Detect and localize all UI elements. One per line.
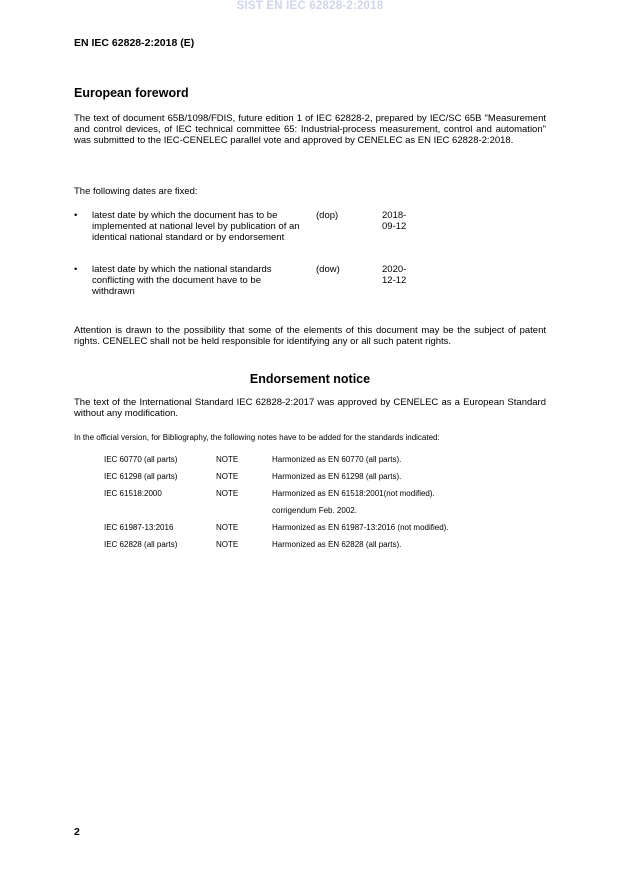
note-text: Harmonized as EN 61518:2001(not modified). — [272, 489, 435, 498]
note-label: NOTE — [216, 455, 239, 464]
note-standard: IEC 61298 (all parts) — [104, 472, 178, 481]
foreword-intro: The text of document 65B/1098/FDIS, future edition 1 of IEC 62828-2, prepared by IEC/SC 65B "Measurement and control devices, of IEC technical committee 65: Industrial-process measurement, control and automation" was submitted to the IEC-CENELEC parallel vote and approved by CENELEC as EN IEC 62828-2:2018. — [74, 113, 546, 146]
dates-intro: The following dates are fixed: — [74, 186, 198, 197]
date-item-date: 2020-12-12 — [382, 264, 407, 286]
bullet-icon: • — [74, 210, 78, 221]
endorsement-title: Endorsement notice — [249, 372, 371, 386]
note-text: Harmonized as EN 62828 (all parts). — [272, 540, 402, 549]
foreword-title: European foreword — [74, 86, 189, 100]
date-item-date: 2018-09-12 — [382, 210, 407, 232]
bullet-icon: • — [74, 264, 78, 275]
official-version-note: In the official version, for Bibliography, the following notes have to be added for the standards indicated: — [74, 433, 440, 442]
note-text: Harmonized as EN 61987-13:2016 (not modified). — [272, 523, 449, 532]
date-item-text: latest date by which the document has to be implemented at national level by publication of an identical national standard or by endorsement — [92, 210, 300, 243]
note-standard: IEC 61518:2000 — [104, 489, 162, 498]
patent-attention: Attention is drawn to the possibility that some of the elements of this document may be the subject of patent rights. CENELEC shall not be held responsible for identifying any or all such patent rights. — [74, 325, 546, 347]
note-label: NOTE — [216, 489, 239, 498]
note-label: NOTE — [216, 472, 239, 481]
date-item-code: (dop) — [316, 210, 339, 221]
note-label: NOTE — [216, 540, 239, 549]
note-text: corrigendum Feb. 2002. — [272, 506, 357, 515]
endorsement-text: The text of the International Standard IEC 62828-2:2017 was approved by CENELEC as a European Standard without any modification. — [74, 397, 546, 419]
note-standard: IEC 61987-13:2016 — [104, 523, 174, 532]
standard-header: EN IEC 62828-2:2018 (E) — [74, 37, 195, 49]
note-standard: IEC 60770 (all parts) — [104, 455, 178, 464]
date-item-code: (dow) — [316, 264, 340, 275]
note-text: Harmonized as EN 60770 (all parts). — [272, 455, 402, 464]
date-item-text: latest date by which the national standards conflicting with the document have to be withdrawn — [92, 264, 272, 297]
page-number: 2 — [74, 826, 80, 838]
note-label: NOTE — [216, 523, 239, 532]
watermark: SIST EN IEC 62828-2:2018 — [236, 0, 384, 12]
note-standard: IEC 62828 (all parts) — [104, 540, 178, 549]
note-text: Harmonized as EN 61298 (all parts). — [272, 472, 402, 481]
